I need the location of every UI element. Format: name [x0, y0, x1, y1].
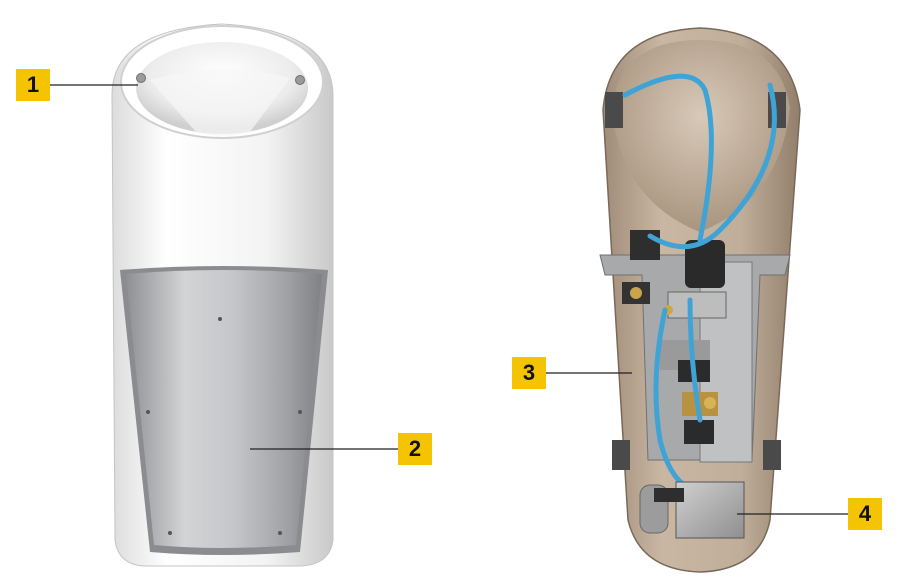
open-urinal-image [600, 28, 800, 572]
drain-unit [640, 482, 744, 538]
screw-left [137, 74, 146, 83]
callout-2: 2 [398, 433, 432, 465]
callout-1: 1 [16, 69, 50, 101]
screw-right [296, 76, 305, 85]
steel-panel [126, 270, 322, 548]
callout-4: 4 [848, 498, 882, 530]
closed-urinal-image [112, 24, 333, 566]
callout-3: 3 [512, 357, 546, 389]
